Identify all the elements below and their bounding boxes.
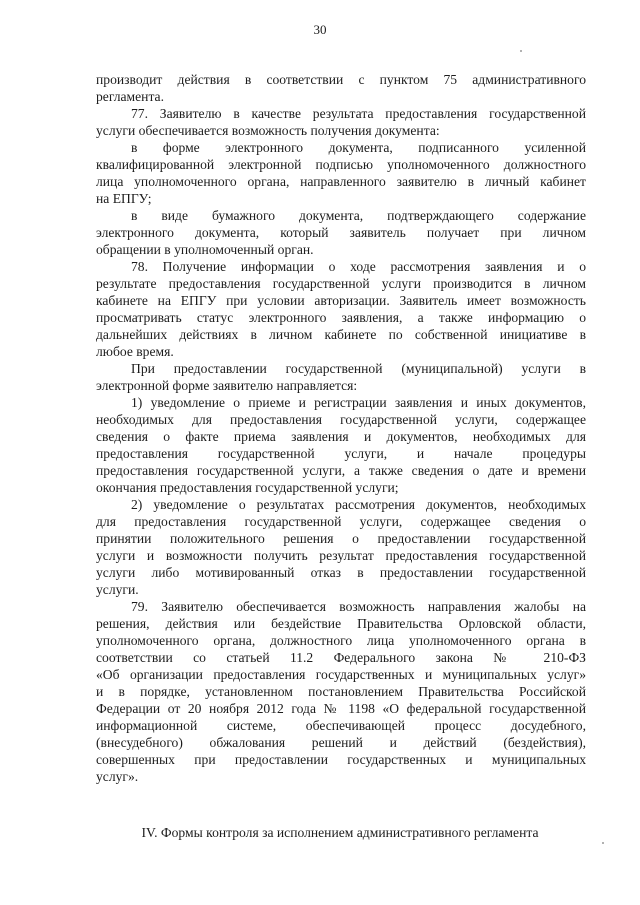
- text-line: услуг».: [96, 769, 139, 784]
- text-line: на ЕПГУ;: [96, 191, 152, 206]
- text-line: услуги обеспечивается возможность получения документа:: [96, 123, 440, 138]
- text-line: производит действия в соответствии с пунктом 75 административного: [96, 72, 586, 87]
- text-line: для предоставления государственной услуги, содержащее сведения о: [96, 514, 586, 529]
- text-line: кабинете на ЕПГУ при условии авторизации. Заявитель имеет возможность: [96, 293, 586, 308]
- text-line: обращении в уполномоченный орган.: [96, 242, 314, 257]
- text-line: необходимых для предоставления государственной услуги, содержащее: [96, 412, 586, 427]
- text-line: предоставления государственной услуги, и начале процедуры: [96, 446, 586, 461]
- section-heading: IV. Формы контроля за исполнением административного регламента: [141, 825, 539, 840]
- text-line: регламента.: [96, 89, 164, 104]
- text-line: 78. Получение информации о ходе рассмотрения заявления и о: [131, 259, 586, 274]
- text-line: в форме электронного документа, подписанного усиленной: [131, 140, 586, 155]
- text-line: сведения о факте приема заявления и документов, необходимых для: [96, 429, 586, 444]
- text-line: электронной форме заявителю направляется:: [96, 378, 358, 393]
- scan-speck: [602, 842, 604, 844]
- text-line: решения, действия или бездействие Правительства Орловской области,: [96, 616, 586, 631]
- text-line: результате предоставления государственной услуги производится в личном: [96, 276, 586, 291]
- text-line: дальнейших действиях в личном кабинете по собственной инициативе в: [96, 327, 586, 342]
- text-line: просматривать статус электронного заявления, а также информацию о: [96, 310, 586, 325]
- text-line: 79. Заявителю обеспечивается возможность направления жалобы на: [131, 599, 586, 614]
- text-line: совершенных при предоставлении государственных и муниципальных: [96, 752, 586, 767]
- text-line: в виде бумажного документа, подтверждающего содержание: [131, 208, 586, 223]
- text-line: предоставления государственной услуги, а также сведения о дате и времени: [96, 463, 586, 478]
- text-line: информационной системе, обеспечивающей процесс досудебного,: [96, 718, 586, 733]
- text-line: уполномоченного органа, должностного лица уполномоченного органа в: [96, 633, 586, 648]
- text-line: принятии положительного решения о предоставлении государственной: [96, 531, 586, 546]
- text-line: При предоставлении государственной (муниципальной) услуги в: [131, 361, 586, 376]
- text-line: 2) уведомление о результатах рассмотрения документов, необходимых: [131, 497, 586, 512]
- text-line: квалифицированной электронной подписью уполномоченного должностного: [96, 157, 586, 172]
- scan-speck: [520, 50, 522, 52]
- text-line: услуги либо мотивированный отказ в предоставлении государственной: [96, 565, 586, 580]
- text-line: лица уполномоченного органа, направленного заявителю в личный кабинет: [96, 174, 586, 189]
- text-line: электронного документа, который заявитель получает при личном: [96, 225, 586, 240]
- text-line: услуги и возможности получить результат предоставления государственной: [96, 548, 586, 563]
- text-line: окончания предоставления государственной услуги;: [96, 480, 399, 495]
- text-line: 77. Заявителю в качестве результата предоставления государственной: [131, 106, 586, 121]
- text-line: Федерации от 20 ноября 2012 года № 1198 «О федеральной государственной: [96, 701, 586, 716]
- text-line: «Об организации предоставления государственных и муниципальных услуг»: [96, 667, 586, 682]
- text-line: услуги.: [96, 582, 139, 597]
- text-line: 1) уведомление о приеме и регистрации заявления и иных документов,: [131, 395, 586, 410]
- text-line: любое время.: [96, 344, 174, 359]
- text-line: и в порядке, установленном постановлением Правительства Российской: [96, 684, 586, 699]
- text-line: соответствии со статьей 11.2 Федерального закона № 210-ФЗ: [96, 650, 586, 665]
- page-number: 30: [313, 22, 327, 37]
- text-line: (внесудебного) обжалования решений и действий (бездействия),: [96, 735, 586, 750]
